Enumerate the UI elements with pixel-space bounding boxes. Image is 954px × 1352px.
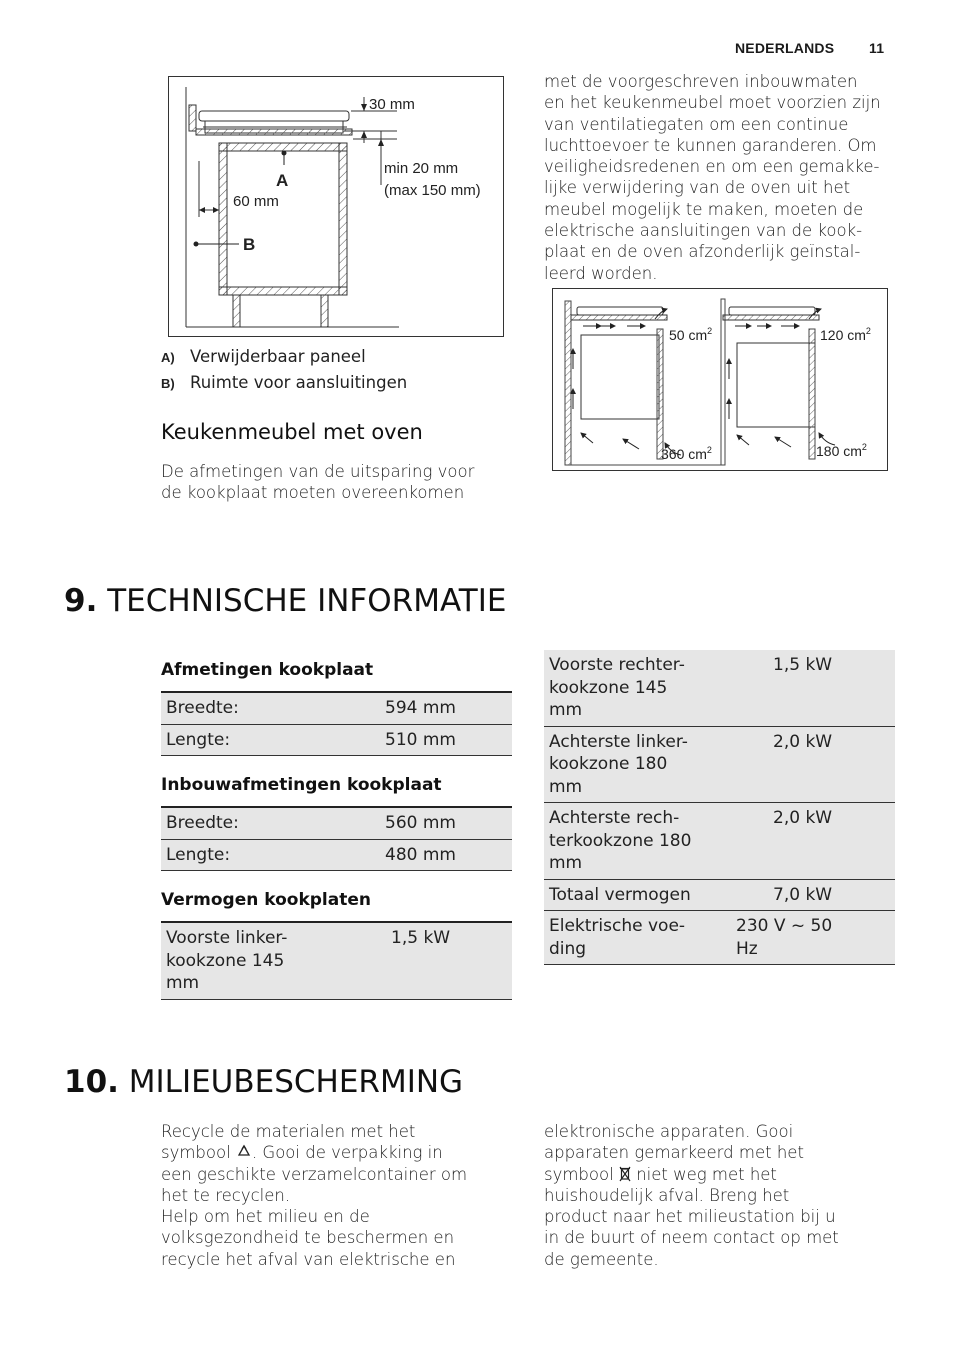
- text-line: het te recyclen.: [161, 1185, 291, 1205]
- header-language: NEDERLANDS: [735, 40, 835, 56]
- text-line: de kookplaat moeten overeenkomen: [161, 483, 465, 503]
- cell-line: Achterste linker-: [549, 731, 688, 752]
- table-row: [161, 922, 512, 999]
- legend-text: Verwijderbaar paneel: [190, 347, 366, 366]
- table-cell-value: 594 mm: [380, 692, 512, 724]
- recycle-icon: [236, 1144, 252, 1160]
- text-line: [544, 1164, 894, 1185]
- text-line: Help om het milieu en de: [161, 1207, 370, 1227]
- table-cell-label: Lengte:: [161, 839, 380, 871]
- table-inbouw: [161, 806, 512, 871]
- dim-30mm: 30 mm: [369, 96, 415, 113]
- cell-line: kookzone 145: [166, 950, 285, 971]
- cell-line: ding: [549, 938, 587, 959]
- text-line: luchttoevoer te kunnen garanderen. Om: [544, 135, 877, 155]
- text-line: elektronische apparaten. Gooi: [544, 1122, 794, 1141]
- table-row: [544, 911, 895, 965]
- section-title-text: MILIEUBESCHERMING: [128, 1064, 464, 1100]
- text-line: [161, 1142, 511, 1163]
- table-row: [544, 650, 895, 726]
- text-segment: symbool: [161, 1143, 231, 1163]
- text-line: lijke verwijdering van de oven uit het: [544, 178, 851, 198]
- dim-60mm: 60 mm: [233, 193, 279, 210]
- table-row: [161, 692, 512, 724]
- text-line: van ventilatiegaten om een continue: [544, 114, 849, 134]
- table-row: [161, 807, 512, 839]
- table-cell-label: Breedte:: [161, 807, 380, 839]
- text-line: Recycle de materialen met het: [161, 1122, 416, 1141]
- table-cell-label: [544, 650, 768, 726]
- table-cell-value: 7,0 kW: [768, 879, 895, 911]
- table-afmetingen: [161, 691, 512, 756]
- text-line: de gemeente.: [544, 1249, 659, 1269]
- text-line: volksgezondheid te beschermen en: [161, 1228, 455, 1248]
- vent-left-top: 50 $cm^2$: [669, 326, 713, 343]
- page-number: 11: [869, 40, 885, 56]
- text-line: plaat en de oven afzonderlijk geïnstal-: [544, 242, 861, 262]
- oven-text-left: [161, 461, 501, 504]
- table-heading-afmetingen: Afmetingen kookplaat: [161, 660, 374, 680]
- table-cell-value: 2,0 kW: [768, 726, 895, 803]
- vent-right-top: 120 $cm^2$: [820, 326, 871, 343]
- legend-key: B): [161, 376, 175, 391]
- crossed-bin-icon: [619, 1166, 631, 1182]
- cell-line: mm: [549, 700, 583, 720]
- cell-line: mm: [166, 973, 200, 993]
- text-line: en het keukenmeubel moet voorzien zijn: [544, 93, 881, 113]
- cell-line: Achterste rech-: [549, 808, 680, 828]
- table-cell-label: [161, 922, 386, 999]
- text-line: veiligheidsredenen en om een gemakke-: [544, 157, 880, 177]
- vent-left-bottom: 360 $cm^2$: [661, 445, 712, 462]
- table-cell-value: 1,5 kW: [768, 650, 895, 726]
- table-cell-value: [736, 911, 895, 965]
- table-cell-label: [544, 911, 768, 965]
- cell-line: terkookzone 180: [549, 830, 692, 851]
- text-line: apparaten gemarkeerd met het: [544, 1143, 804, 1163]
- section-9-title: [64, 583, 506, 619]
- table-row: [544, 803, 895, 880]
- text-segment: niet weg met het: [636, 1164, 777, 1184]
- table-cell-label: Lengte:: [161, 724, 380, 756]
- table-heading-inbouw: Inbouwafmetingen kookplaat: [161, 775, 442, 795]
- text-line: met de voorgeschreven inbouwmaten: [544, 72, 858, 91]
- cell-line: Totaal vermogen: [549, 884, 691, 905]
- installation-diagram: [168, 76, 504, 337]
- text-line: recycle het afval van elektrische en: [161, 1249, 456, 1269]
- text-line: product naar het milieustation bij u: [544, 1207, 836, 1227]
- section-number: 9.: [64, 583, 98, 619]
- text-line: leerd worden.: [544, 263, 658, 283]
- table-cell-value: 2,0 kW: [768, 803, 895, 880]
- label-a: A: [276, 171, 289, 190]
- table-row: [161, 839, 512, 871]
- table-cell-value: 510 mm: [380, 724, 512, 756]
- section-number: 10.: [64, 1064, 119, 1100]
- table-cell-label: Breedte:: [161, 692, 380, 724]
- subsection-title: Keukenmeubel met oven: [161, 420, 423, 444]
- cell-line: Elektrische voe-: [549, 916, 686, 936]
- table-heading-vermogen: Vermogen kookplaten: [161, 890, 371, 910]
- cell-line: Voorste rechter-: [549, 655, 685, 675]
- table-cell-label: [544, 726, 768, 803]
- environment-text-left: [161, 1121, 511, 1270]
- text-line: elektrische aansluitingen van de kook-: [544, 221, 863, 241]
- table-cell-label: [544, 879, 768, 911]
- section-title-text: TECHNISCHE INFORMATIE: [107, 583, 507, 619]
- text-line: in de buurt of neem contact op met: [544, 1228, 839, 1248]
- cell-line: kookzone 180: [549, 754, 668, 774]
- cell-line: mm: [549, 776, 583, 797]
- dim-min: min 20 mm: [384, 160, 459, 177]
- cell-line: kookzone 145: [549, 677, 668, 698]
- section-10-title: [64, 1064, 463, 1100]
- text-line: De afmetingen van de uitsparing voor: [161, 462, 475, 481]
- dim-max: (max 150 mm): [384, 182, 481, 199]
- legend-item-b: [161, 370, 407, 397]
- table-row: [161, 724, 512, 756]
- text-segment: symbool: [544, 1164, 614, 1184]
- table-cell-value: 560 mm: [380, 807, 512, 839]
- oven-text-right: [544, 71, 904, 284]
- text-segment: . Gooi de verpakking in: [251, 1143, 443, 1163]
- cell-line: Voorste linker-: [166, 928, 288, 948]
- table-vermogen-continued: [544, 650, 895, 965]
- cell-line: mm: [549, 853, 583, 873]
- legend-text: Ruimte voor aansluitingen: [190, 373, 408, 392]
- vent-right-bottom: 180 $cm^2$: [816, 442, 867, 459]
- table-row: [544, 879, 895, 911]
- table-row: [544, 726, 895, 803]
- text-line: meubel mogelijk te maken, moeten de: [544, 199, 864, 219]
- table-cell-value: 1,5 kW: [386, 922, 512, 999]
- label-b: B: [243, 235, 256, 254]
- text-line: een geschikte verzamelcontainer om: [161, 1164, 468, 1184]
- text-line: huishoudelijk afval. Breng het: [544, 1185, 790, 1205]
- environment-text-right: [544, 1121, 894, 1270]
- legend-key: A): [161, 350, 175, 365]
- ventilation-diagram: [552, 288, 888, 471]
- cell-value-text: 230 V ~ 50 Hz: [736, 916, 833, 959]
- table-cell-value: 480 mm: [380, 839, 512, 871]
- table-vermogen: [161, 921, 512, 1000]
- table-cell-label: [544, 803, 768, 880]
- legend-item-a: [161, 344, 366, 371]
